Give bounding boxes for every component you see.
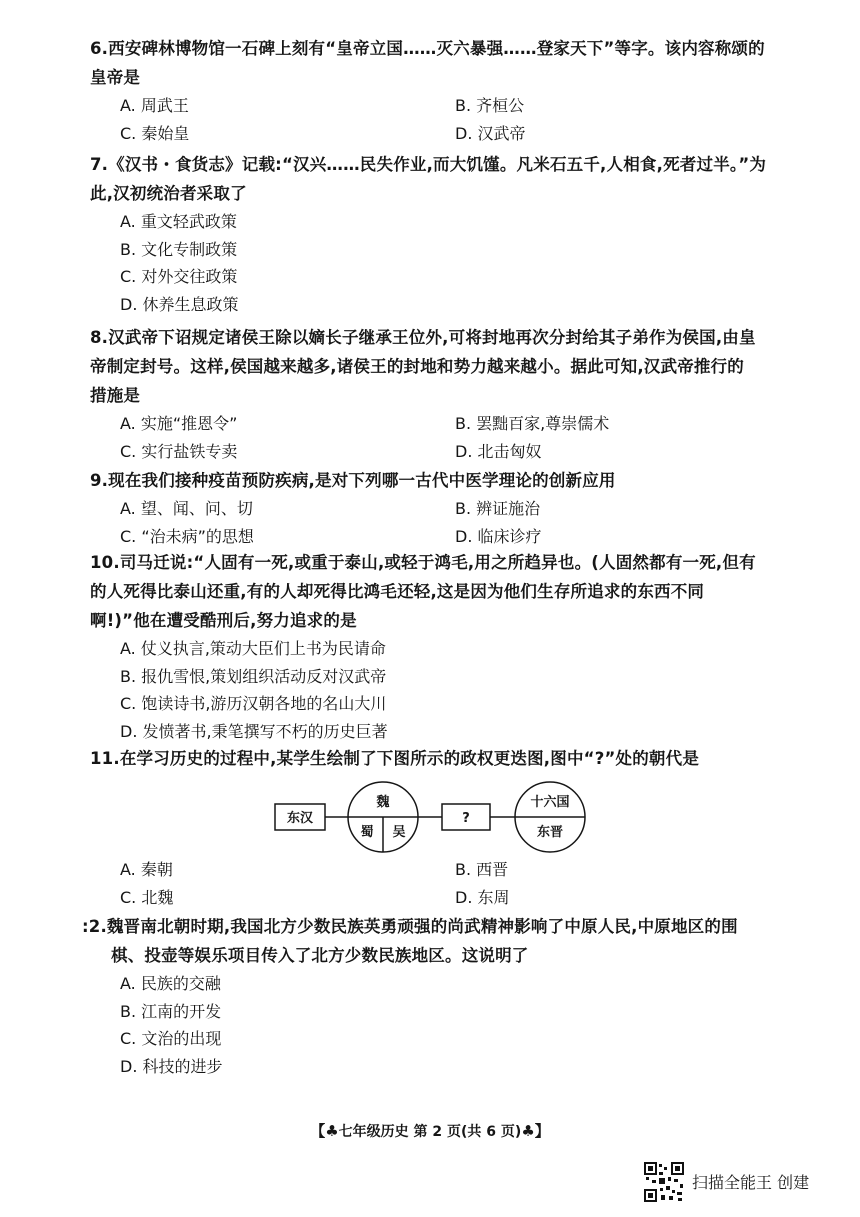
stem-line: 10.司马迁说:“人固有一死,或重于泰山,或轻于鸿毛,用之所趋异也。(人固然都有一死,但有 xyxy=(90,553,756,572)
question-6 xyxy=(90,34,780,147)
option-d: D. 临床诊疗 xyxy=(455,526,542,546)
question-11 xyxy=(90,744,780,773)
option-a: A. 周武王 xyxy=(120,96,189,115)
question-10 xyxy=(90,548,780,745)
stem-line: 措施是 xyxy=(90,386,141,405)
options xyxy=(120,856,780,911)
label-wu: 吴 xyxy=(392,825,406,840)
option-d: D. 休养生息政策 xyxy=(120,294,239,314)
option-c: C. 秦始皇 xyxy=(120,123,190,143)
option-b: B. 江南的开发 xyxy=(120,1001,222,1021)
option-c: C. 北魏 xyxy=(120,887,174,907)
question-stem xyxy=(82,912,772,970)
option-b: B. 西晋 xyxy=(455,860,509,879)
option-a: A. 民族的交融 xyxy=(120,974,221,993)
question-12 xyxy=(82,912,772,1080)
options xyxy=(120,635,780,745)
stem-line: :2.魏晋南北朝时期,我国北方少数民族英勇顽强的尚武精神影响了中原人民,中原地区的围 xyxy=(82,917,738,936)
options xyxy=(120,92,780,147)
option-c: C. 实行盐铁专卖 xyxy=(120,441,238,461)
stem-line: 棋、投壶等娱乐项目传入了北方少数民族地区。这说明了 xyxy=(111,946,529,965)
qr-code-icon xyxy=(644,1162,684,1202)
option-c: C. “治未病”的思想 xyxy=(120,526,254,546)
option-a: A. 仗义执言,策动大臣们上书为民请命 xyxy=(120,639,386,658)
diagram-svg xyxy=(272,780,592,850)
label-sixteen-kingdoms: 十六国 xyxy=(530,795,570,810)
option-b: B. 报仇雪恨,策划组织活动反对汉武帝 xyxy=(120,666,387,686)
stem-line: 此,汉初统治者采取了 xyxy=(90,184,247,203)
question-stem xyxy=(90,548,780,635)
option-d: D. 科技的进步 xyxy=(120,1056,223,1076)
stem-line: 6.西安碑林博物馆一石碑上刻有“皇帝立国……灭六暴强……登家天下”等字。该内容称颂的 xyxy=(90,39,765,58)
option-b: B. 齐桓公 xyxy=(455,96,525,115)
club-icon: ♣】 xyxy=(521,1122,550,1140)
option-b: B. 罢黜百家,尊崇儒术 xyxy=(455,414,610,433)
option-a: A. 秦朝 xyxy=(120,860,173,879)
stem-line: 啊!)”他在遭受酷刑后,努力追求的是 xyxy=(90,611,357,630)
options xyxy=(120,410,780,465)
option-a: A. 望、闻、问、切 xyxy=(120,499,253,518)
club-icon: 【♣ xyxy=(310,1122,339,1140)
box-donghan-label: 东汉 xyxy=(286,811,314,826)
stem-line: 皇帝是 xyxy=(90,68,141,87)
stem-line: 11.在学习历史的过程中,某学生绘制了下图所示的政权更迭图,图中“?”处的朝代是 xyxy=(90,749,700,768)
label-wei: 魏 xyxy=(376,795,390,810)
stem-line: 帝制定封号。这样,侯国越来越多,诸侯王的封地和势力越来越小。据此可知,汉武帝推行的 xyxy=(90,357,745,376)
question-stem xyxy=(90,150,780,208)
question-stem xyxy=(90,34,780,92)
stem-line: 9.现在我们接种疫苗预防疾病,是对下列哪一古代中医学理论的创新应用 xyxy=(90,471,616,490)
label-shu: 蜀 xyxy=(360,825,374,840)
option-b: B. 文化专制政策 xyxy=(120,239,238,259)
option-a: A. 重文轻武政策 xyxy=(120,212,237,231)
option-d: D. 北击匈奴 xyxy=(455,441,542,461)
option-d: D. 东周 xyxy=(455,887,510,907)
question-9 xyxy=(90,466,780,550)
option-a: A. 实施“推恩令” xyxy=(120,414,238,433)
option-b: B. 辨证施治 xyxy=(455,499,541,518)
label-dongjin: 东晋 xyxy=(536,825,564,840)
scanner-watermark-label: 扫描全能王 创建 xyxy=(692,1173,810,1192)
option-d: D. 汉武帝 xyxy=(455,123,526,143)
option-c: C. 文治的出现 xyxy=(120,1029,222,1048)
question-11-options xyxy=(90,856,780,911)
question-stem xyxy=(90,466,780,495)
question-stem xyxy=(90,323,780,410)
option-d: D. 发愤著书,秉笔撰写不朽的历史巨著 xyxy=(120,721,388,741)
regime-change-diagram xyxy=(272,780,592,850)
stem-line: 7.《汉书・食货志》记载:“汉兴……民失作业,而大饥馑。凡米石五千,人相食,死者过半。”为 xyxy=(90,155,767,174)
option-c: C. 对外交往政策 xyxy=(120,267,238,286)
stem-line: 8.汉武帝下诏规定诸侯王除以嫡长子继承王位外,可将封地再次分封给其子弟作为侯国,由皇 xyxy=(90,328,756,347)
question-8 xyxy=(90,323,780,465)
options xyxy=(120,208,780,318)
options xyxy=(120,495,780,550)
question-7 xyxy=(90,150,780,318)
box-unknown-label: ? xyxy=(462,811,470,826)
question-stem xyxy=(90,744,780,773)
page-footer xyxy=(0,1120,860,1141)
option-c: C. 饱读诗书,游历汉朝各地的名山大川 xyxy=(120,694,387,713)
options xyxy=(120,970,772,1080)
footer-text: 七年级历史 第 2 页(共 6 页) xyxy=(338,1124,522,1140)
stem-line: 的人死得比泰山还重,有的人却死得比鸿毛还轻,这是因为他们生存所追求的东西不同 xyxy=(90,582,705,601)
